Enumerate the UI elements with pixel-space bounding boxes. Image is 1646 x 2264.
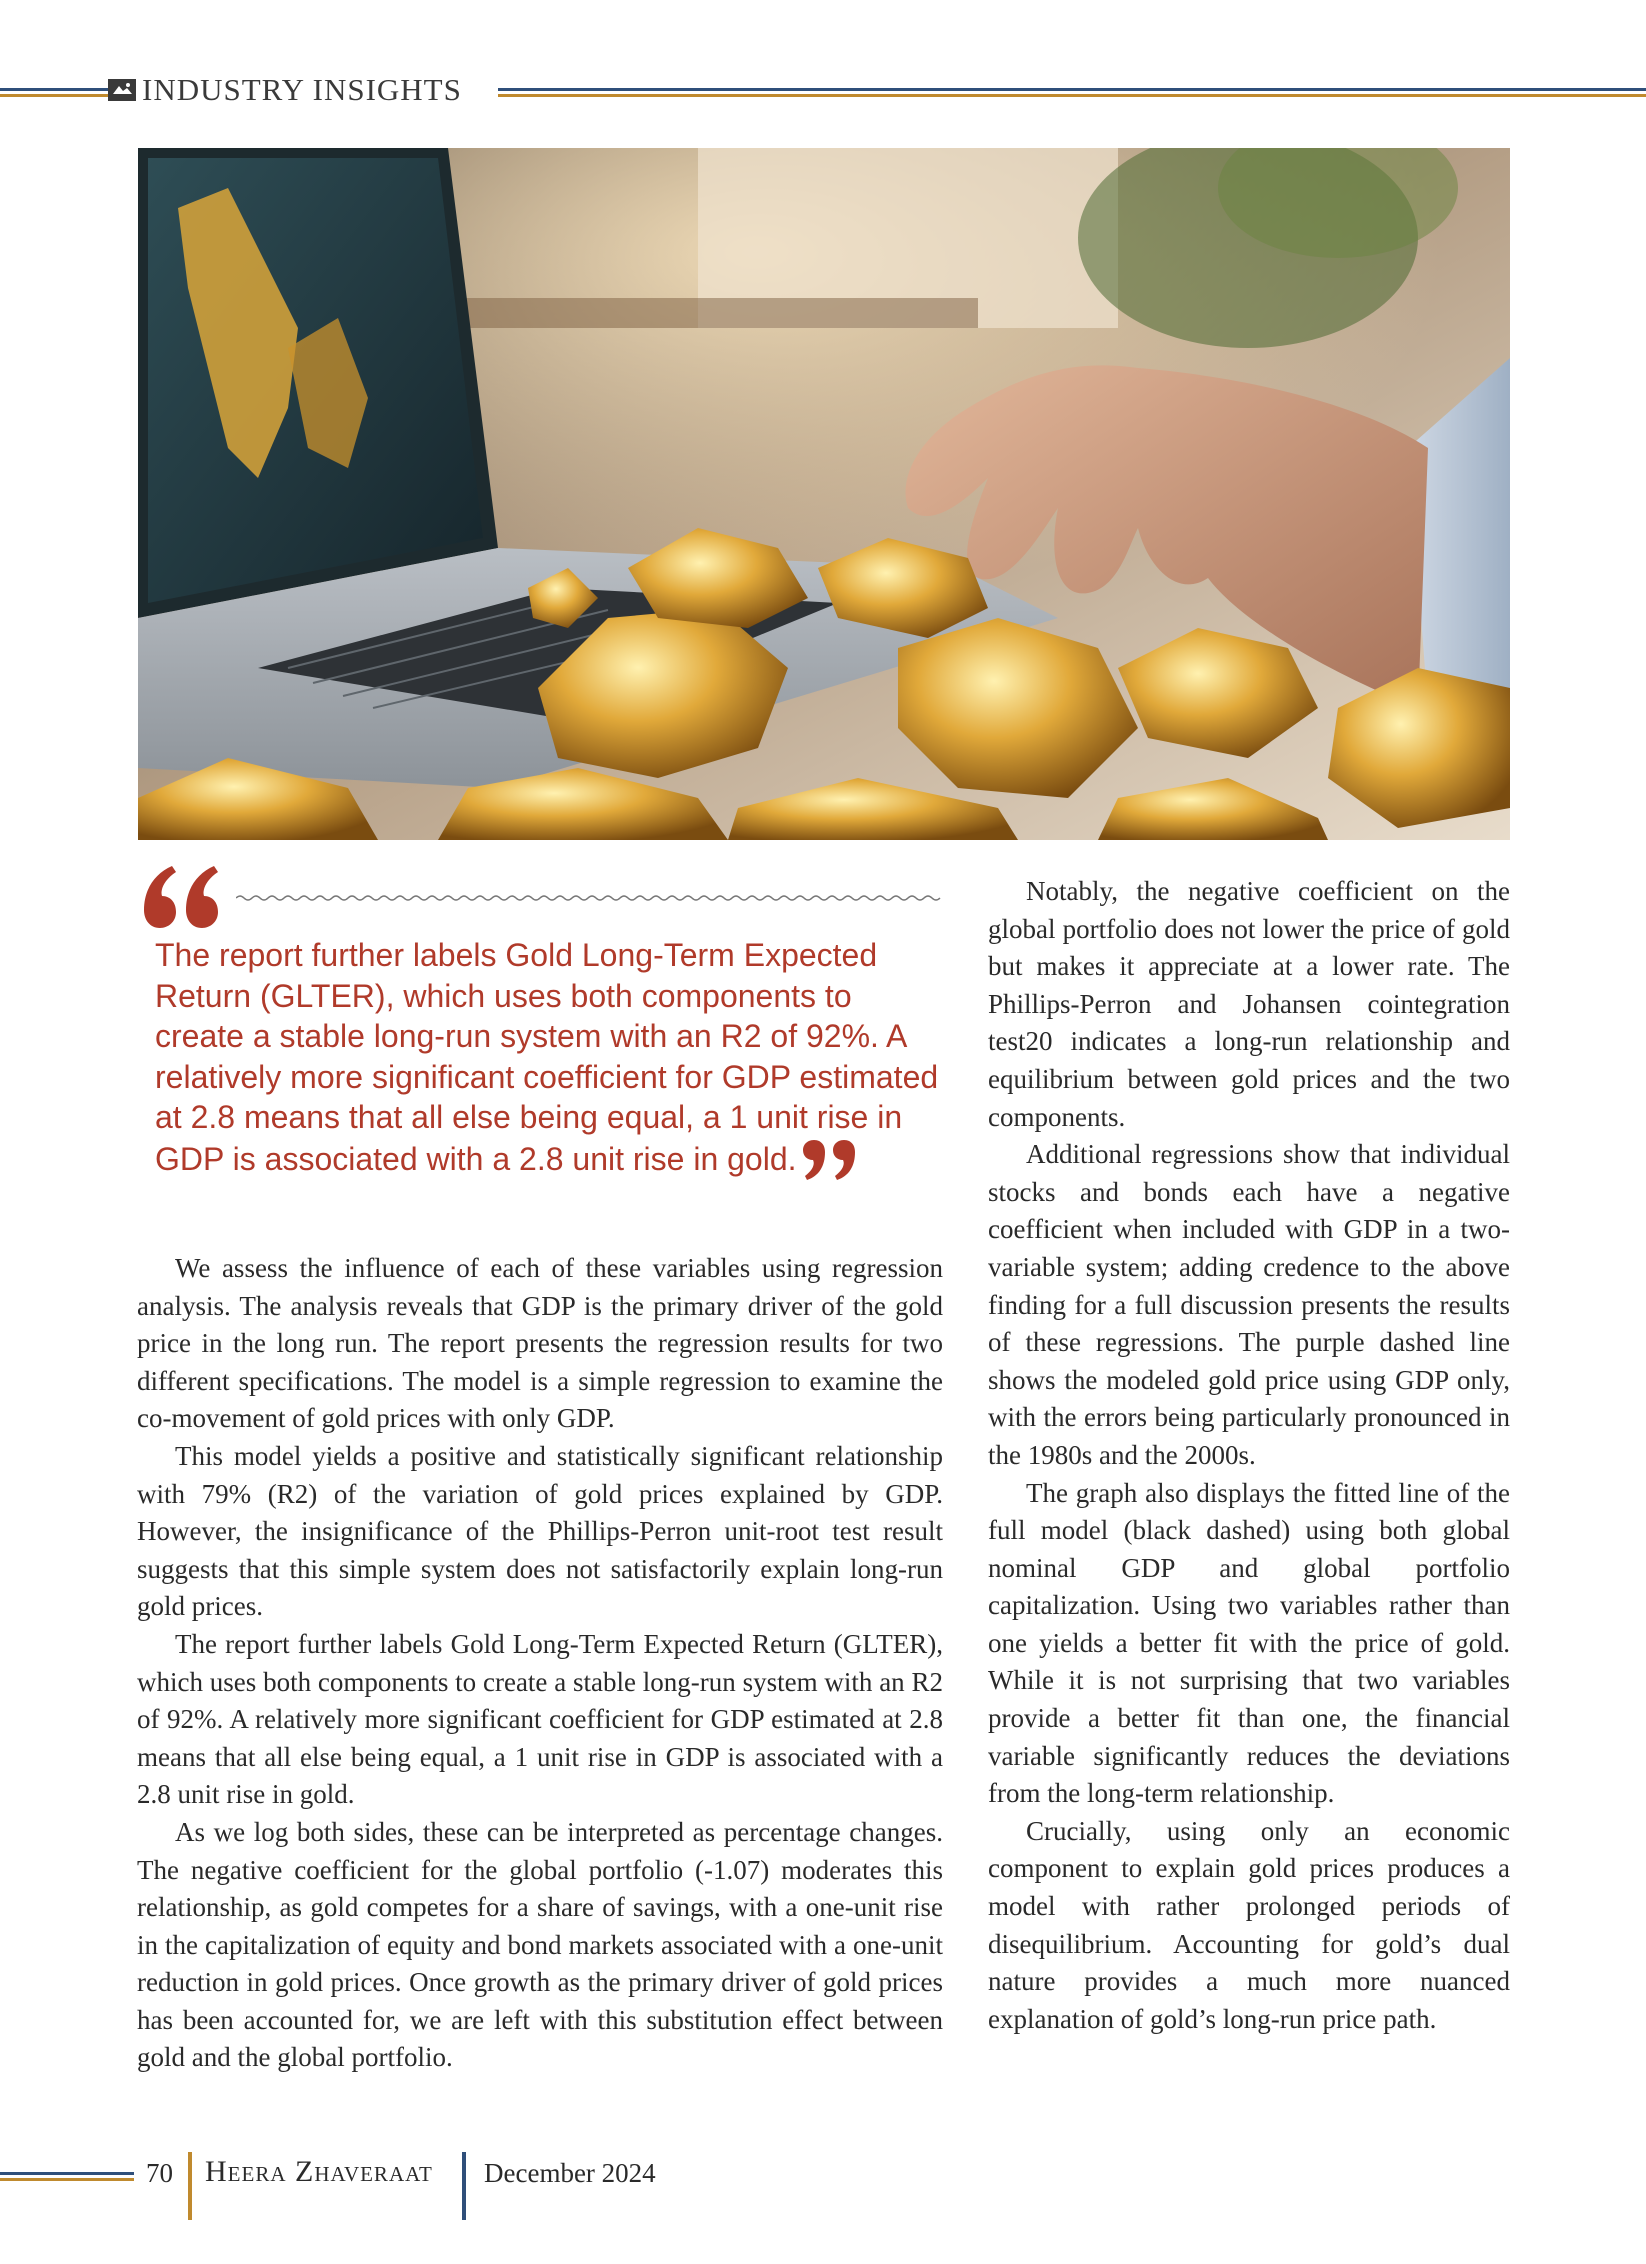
left-paragraph-3: The report further labels Gold Long-Term Expected Return (GLTER), which uses both components to create a stable long-run system with an R2 of 92%. A relatively more significant coefficient for GDP estimated at 2.8 means that all else being equal, a 1 unit rise in GDP is associated with a 2.8 unit rise in gold. [137, 1628, 943, 1810]
left-paragraph-4: As we log both sides, these can be interpreted as percentage changes. The negative coefficient for the global portfolio (-1.07) moderates this relationship, as gold competes for a share of savings, with a one-unit rise in the capitalization of equity and bond markets associated with a one-unit reduction in gold prices. Once growth as the primary driver of gold prices has been accounted for, we are left with this substitution effect between gold and the global portfolio. [137, 1816, 943, 2073]
right-paragraph-4: Crucially, using only an economic component to explain gold prices produces a model with rather prolonged periods of disequilibrium. Accounting for gold’s dual nature provides a much more nuanced explanation of gold’s long-run price path. [988, 1815, 1510, 2034]
footer-divider-gold [188, 2152, 192, 2220]
pull-quote [155, 935, 945, 1182]
right-column [988, 873, 1510, 2038]
section-title: INDUSTRY INSIGHTS [142, 72, 462, 107]
footer-rule-gold [0, 2178, 134, 2181]
photo-gold-nuggets-laptop-icon [138, 148, 1510, 840]
left-column [137, 1250, 943, 2077]
header-rule-gold-right [498, 94, 1646, 97]
magazine-brand: Heera Zhaveraat [205, 2155, 433, 2188]
section-logo-icon [108, 79, 136, 101]
close-quote-icon [803, 1138, 859, 1182]
quote-wavy-rule [236, 893, 942, 903]
footer-rule-blue [0, 2172, 134, 2175]
left-paragraph-1: We assess the influence of each of these variables using regression analysis. The analysis reveals that GDP is the primary driver of the gold price in the long run. The report presents the regression results for two different specifications. The model is a simple regression to examine the co-movement of gold prices with only GDP. [137, 1253, 943, 1434]
issue-date: December 2024 [484, 2158, 656, 2188]
hero-image [138, 148, 1510, 840]
right-paragraph-2: Additional regressions show that individual stocks and bonds each have a negative coefficient when included with GDP in a two-variable system; adding credence to the above finding for a full discussion presents the results of these regressions. The purple dashed line shows the modeled gold price using GDP only, with the errors being particularly pronounced in the 1980s and the 2000s. [988, 1139, 1510, 1470]
left-paragraph-2: This model yields a positive and statistically significant relationship with 79% (R2) of the variation of gold prices explained by GDP. However, the insignificance of the Phillips-Perron unit-root test result suggests that this simple system does not satisfactorily explain long-run gold prices. [137, 1440, 943, 1622]
footer-divider-blue [462, 2152, 466, 2220]
open-quote-icon [136, 862, 226, 932]
pull-quote-text: The report further labels Gold Long-Term Expected Return (GLTER), which uses both components to create a stable long-run system with an R2 of 92%. A relatively more significant coefficient for GDP estimated at 2.8 means that all else being equal, a 1 unit rise in GDP is associated with a 2.8 unit rise in gold. [155, 937, 939, 1177]
right-paragraph-3: The graph also displays the fitted line of the full model (black dashed) using both global nominal GDP and global portfolio capitalization. Using two variables rather than one yields a better fit with the price of gold. While it is not surprising that two variables provide a better fit than one, the financial variable significantly reduces the deviations from the long-term relationship. [988, 1477, 1510, 1809]
header-rule-blue-left [0, 88, 110, 91]
page-number: 70 [146, 2158, 173, 2188]
header-rule-blue-right [498, 88, 1646, 91]
right-paragraph-1: Notably, the negative coefficient on the global portfolio does not lower the price of gold but makes it appreciate at a lower rate. The Phillips-Perron and Johansen cointegration test20 indicates a long-run relationship and equilibrium between gold prices and the two components. [988, 876, 1510, 1132]
header-rule-gold-left [0, 94, 110, 97]
